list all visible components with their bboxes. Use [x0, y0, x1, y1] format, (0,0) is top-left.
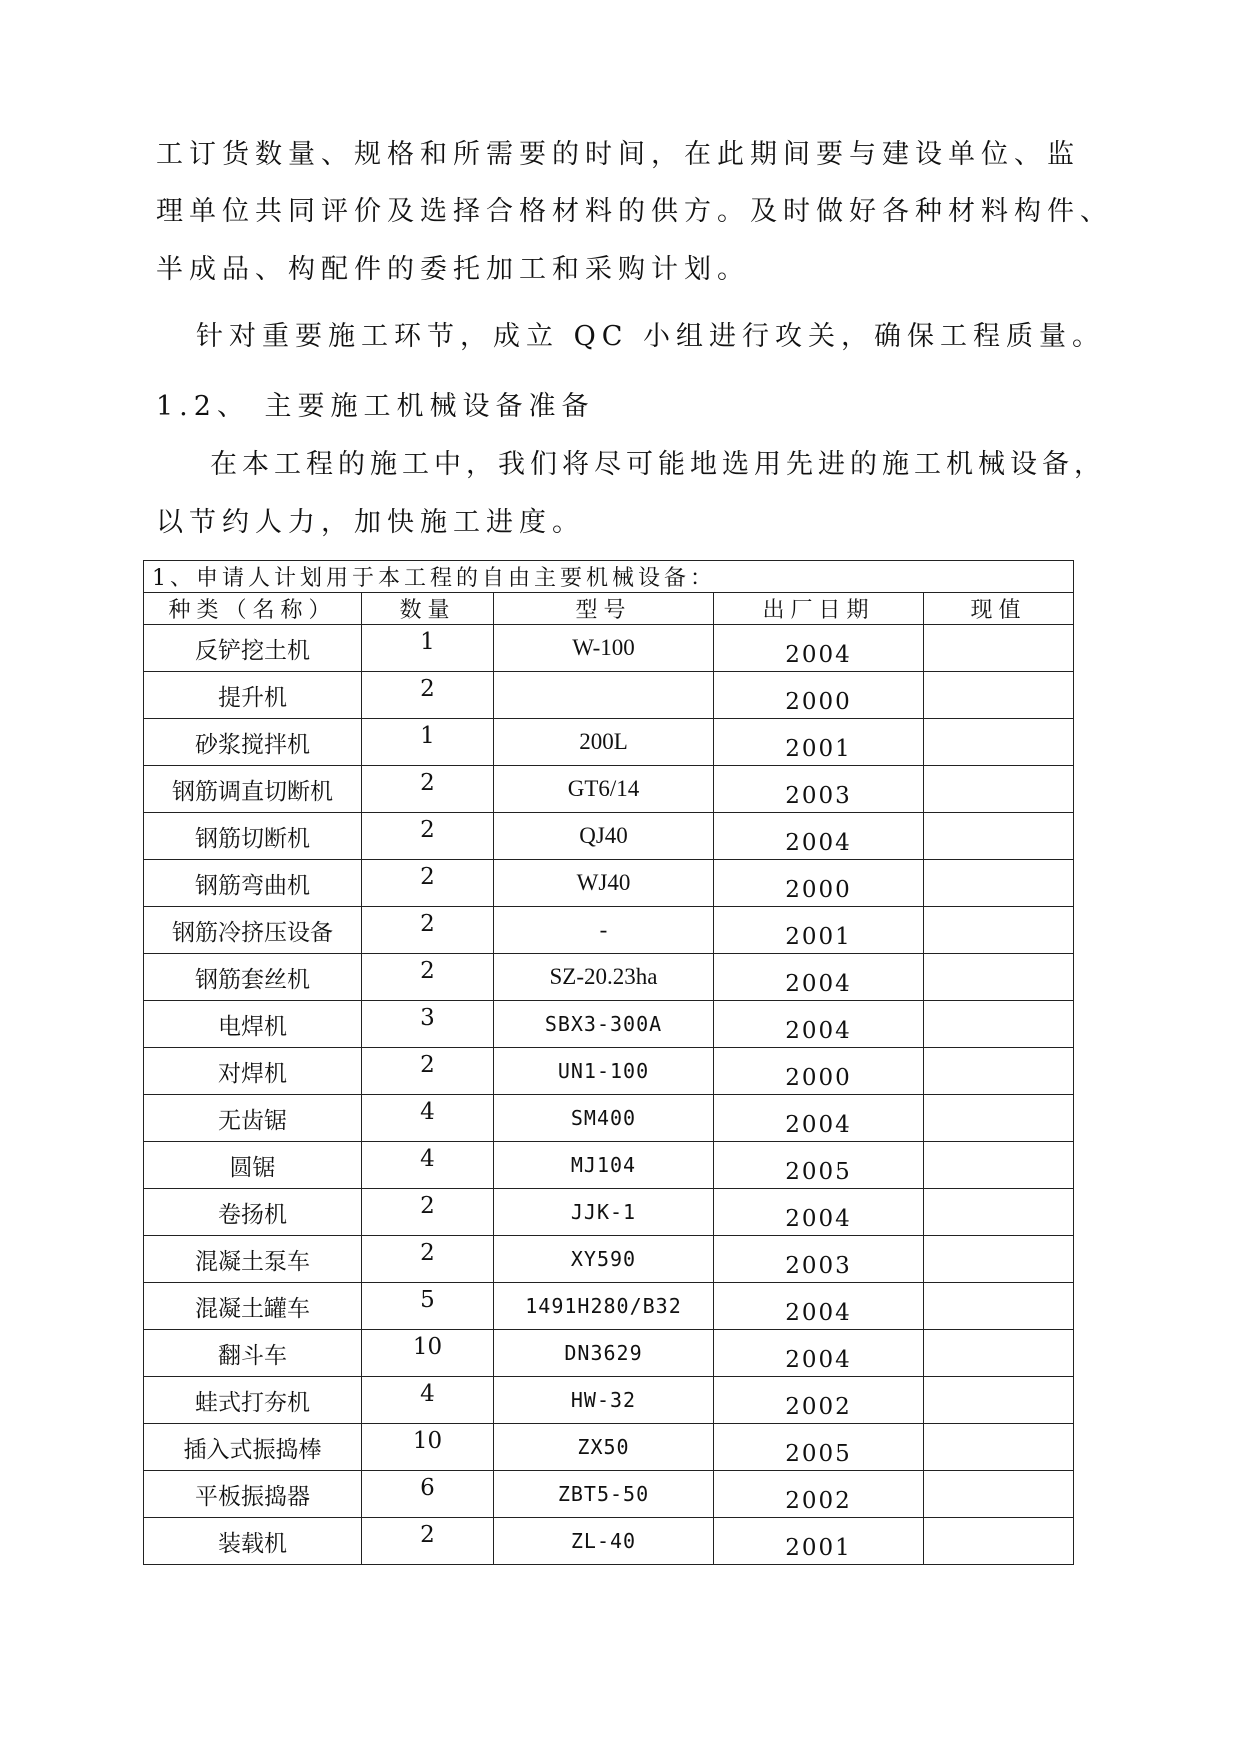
header-quantity: 数量 — [362, 593, 494, 625]
quantity-value: 2 — [420, 864, 435, 890]
quantity-cell — [362, 1095, 494, 1142]
equipment-name-cell: 平板振捣器 — [144, 1471, 362, 1518]
manufacture-date-value: 2003 — [785, 783, 852, 809]
body-paragraph-line: 以节约人力，加快施工进度。 — [156, 507, 585, 538]
manufacture-date-cell — [714, 1236, 924, 1283]
body-paragraph-line: 理单位共同评价及选择合格材料的供方。及时做好各种材料构件、 — [156, 196, 1113, 227]
manufacture-date-cell — [714, 1001, 924, 1048]
quantity-cell — [362, 719, 494, 766]
manufacture-date-cell — [714, 954, 924, 1001]
manufacture-date-value: 2000 — [785, 689, 852, 715]
equipment-name-cell: 钢筋冷挤压设备 — [144, 907, 362, 954]
equipment-name-cell: 对焊机 — [144, 1048, 362, 1095]
current-value-cell — [924, 1330, 1074, 1377]
model-cell: XY590 — [494, 1236, 714, 1283]
model-cell: QJ40 — [494, 813, 714, 860]
equipment-name-cell: 砂浆搅拌机 — [144, 719, 362, 766]
quantity-value: 1 — [420, 723, 435, 749]
current-value-cell — [924, 1283, 1074, 1330]
equipment-name-cell: 卷扬机 — [144, 1189, 362, 1236]
model-cell: JJK-1 — [494, 1189, 714, 1236]
quantity-cell — [362, 1424, 494, 1471]
model-cell — [494, 672, 714, 719]
current-value-cell — [924, 813, 1074, 860]
equipment-name-cell: 圆锯 — [144, 1142, 362, 1189]
model-cell: 1491H280/B32 — [494, 1283, 714, 1330]
equipment-name-cell: 蛙式打夯机 — [144, 1377, 362, 1424]
current-value-cell — [924, 954, 1074, 1001]
table-row — [144, 1471, 1074, 1518]
manufacture-date-cell — [714, 1283, 924, 1330]
manufacture-date-cell — [714, 1330, 924, 1377]
quantity-cell — [362, 813, 494, 860]
quantity-value: 2 — [420, 676, 435, 702]
table-row — [144, 1330, 1074, 1377]
manufacture-date-value: 2004 — [785, 1206, 852, 1232]
quantity-value: 6 — [420, 1475, 435, 1501]
current-value-cell — [924, 1189, 1074, 1236]
body-paragraph-line: 半成品、构配件的委托加工和采购计划。 — [156, 254, 750, 285]
table-caption-row — [144, 561, 1074, 593]
quantity-cell — [362, 1236, 494, 1283]
manufacture-date-cell — [714, 1424, 924, 1471]
manufacture-date-value: 2004 — [785, 830, 852, 856]
header-name: 种类（名称） — [144, 593, 362, 625]
quantity-value: 1 — [420, 629, 435, 655]
table-row — [144, 1236, 1074, 1283]
quantity-value: 2 — [420, 1193, 435, 1219]
quantity-value: 2 — [420, 1052, 435, 1078]
table-row — [144, 1377, 1074, 1424]
model-cell: HW-32 — [494, 1377, 714, 1424]
table-row — [144, 1095, 1074, 1142]
model-cell: SZ-20.23ha — [494, 954, 714, 1001]
equipment-name-cell: 电焊机 — [144, 1001, 362, 1048]
body-paragraph-line: 工订货数量、规格和所需要的时间，在此期间要与建设单位、监 — [156, 139, 1080, 170]
manufacture-date-value: 2000 — [785, 877, 852, 903]
manufacture-date-cell — [714, 766, 924, 813]
current-value-cell — [924, 1048, 1074, 1095]
header-model: 型号 — [494, 593, 714, 625]
quantity-value: 4 — [420, 1099, 435, 1125]
table-header-row — [144, 593, 1074, 625]
qc-paragraph: 针对重要施工环节，成立 QC 小组进行攻关，确保工程质量。 — [196, 321, 1105, 352]
manufacture-date-value: 2003 — [785, 1253, 852, 1279]
manufacture-date-value: 2000 — [785, 1065, 852, 1091]
manufacture-date-cell — [714, 625, 924, 672]
equipment-name-cell: 无齿锯 — [144, 1095, 362, 1142]
manufacture-date-cell — [714, 1095, 924, 1142]
manufacture-date-cell — [714, 1518, 924, 1565]
equipment-name-cell: 提升机 — [144, 672, 362, 719]
quantity-cell — [362, 672, 494, 719]
model-cell: ZX50 — [494, 1424, 714, 1471]
manufacture-date-value: 2004 — [785, 642, 852, 668]
manufacture-date-value: 2002 — [785, 1394, 852, 1420]
manufacture-date-value: 2004 — [785, 1112, 852, 1138]
equipment-table — [143, 560, 1074, 1565]
manufacture-date-value: 2004 — [785, 1347, 852, 1373]
manufacture-date-cell — [714, 860, 924, 907]
manufacture-date-value: 2005 — [785, 1441, 852, 1467]
quantity-cell — [362, 1001, 494, 1048]
quantity-cell — [362, 625, 494, 672]
manufacture-date-value: 2004 — [785, 1018, 852, 1044]
table-row — [144, 860, 1074, 907]
model-cell: SM400 — [494, 1095, 714, 1142]
quantity-value: 2 — [420, 1522, 435, 1548]
current-value-cell — [924, 766, 1074, 813]
equipment-name-cell: 翻斗车 — [144, 1330, 362, 1377]
current-value-cell — [924, 860, 1074, 907]
quantity-cell — [362, 1189, 494, 1236]
manufacture-date-cell — [714, 813, 924, 860]
quantity-cell — [362, 1471, 494, 1518]
equipment-name-cell: 混凝土罐车 — [144, 1283, 362, 1330]
quantity-value: 2 — [420, 911, 435, 937]
model-cell: GT6/14 — [494, 766, 714, 813]
table-row — [144, 813, 1074, 860]
model-cell: - — [494, 907, 714, 954]
manufacture-date-value: 2004 — [785, 971, 852, 997]
equipment-name-cell: 装载机 — [144, 1518, 362, 1565]
equipment-name-cell: 反铲挖土机 — [144, 625, 362, 672]
manufacture-date-cell — [714, 1377, 924, 1424]
equipment-name-cell: 钢筋弯曲机 — [144, 860, 362, 907]
quantity-value: 4 — [420, 1146, 435, 1172]
table-row — [144, 625, 1074, 672]
quantity-cell — [362, 1048, 494, 1095]
table-row — [144, 1189, 1074, 1236]
manufacture-date-value: 2004 — [785, 1300, 852, 1326]
equipment-name-cell: 钢筋调直切断机 — [144, 766, 362, 813]
model-cell: MJ104 — [494, 1142, 714, 1189]
table-row — [144, 1048, 1074, 1095]
current-value-cell — [924, 1236, 1074, 1283]
quantity-cell — [362, 860, 494, 907]
model-cell: SBX3-300A — [494, 1001, 714, 1048]
header-value: 现值 — [924, 593, 1074, 625]
current-value-cell — [924, 625, 1074, 672]
quantity-cell — [362, 907, 494, 954]
table-row — [144, 1142, 1074, 1189]
quantity-value: 2 — [420, 958, 435, 984]
manufacture-date-value: 2005 — [785, 1159, 852, 1185]
table-row — [144, 1424, 1074, 1471]
model-cell: DN3629 — [494, 1330, 714, 1377]
quantity-value: 10 — [412, 1334, 443, 1360]
current-value-cell — [924, 1095, 1074, 1142]
quantity-value: 10 — [412, 1428, 443, 1454]
current-value-cell — [924, 672, 1074, 719]
body-paragraph-line: 在本工程的施工中，我们将尽可能地选用先进的施工机械设备， — [210, 449, 1106, 480]
manufacture-date-value: 2001 — [785, 924, 852, 950]
current-value-cell — [924, 1142, 1074, 1189]
quantity-cell — [362, 1283, 494, 1330]
manufacture-date-cell — [714, 719, 924, 766]
manufacture-date-cell — [714, 1048, 924, 1095]
equipment-name-cell: 混凝土泵车 — [144, 1236, 362, 1283]
quantity-cell — [362, 1518, 494, 1565]
manufacture-date-cell — [714, 1189, 924, 1236]
table-row — [144, 954, 1074, 1001]
quantity-cell — [362, 1330, 494, 1377]
current-value-cell — [924, 907, 1074, 954]
manufacture-date-value: 2001 — [785, 1535, 852, 1561]
manufacture-date-cell — [714, 1471, 924, 1518]
current-value-cell — [924, 1471, 1074, 1518]
equipment-name-cell: 钢筋套丝机 — [144, 954, 362, 1001]
model-cell: WJ40 — [494, 860, 714, 907]
section-heading: 1.2、 主要施工机械设备准备 — [156, 391, 595, 422]
table-row — [144, 1283, 1074, 1330]
table-row — [144, 766, 1074, 813]
table-row — [144, 1001, 1074, 1048]
manufacture-date-cell — [714, 672, 924, 719]
header-date: 出厂日期 — [714, 593, 924, 625]
equipment-name-cell: 插入式振捣棒 — [144, 1424, 362, 1471]
equipment-name-cell: 钢筋切断机 — [144, 813, 362, 860]
table-row — [144, 719, 1074, 766]
current-value-cell — [924, 1377, 1074, 1424]
model-cell: UN1-100 — [494, 1048, 714, 1095]
quantity-value: 3 — [420, 1005, 435, 1031]
quantity-cell — [362, 766, 494, 813]
manufacture-date-value: 2001 — [785, 736, 852, 762]
model-cell: ZL-40 — [494, 1518, 714, 1565]
quantity-cell — [362, 1142, 494, 1189]
quantity-value: 2 — [420, 817, 435, 843]
quantity-value: 5 — [420, 1287, 435, 1313]
current-value-cell — [924, 1001, 1074, 1048]
manufacture-date-cell — [714, 1142, 924, 1189]
manufacture-date-value: 2002 — [785, 1488, 852, 1514]
table-row — [144, 1518, 1074, 1565]
current-value-cell — [924, 1518, 1074, 1565]
table-caption: 1、申请人计划用于本工程的自由主要机械设备： — [144, 561, 1074, 593]
current-value-cell — [924, 719, 1074, 766]
table-row — [144, 672, 1074, 719]
quantity-value: 2 — [420, 770, 435, 796]
table-row — [144, 907, 1074, 954]
quantity-cell — [362, 1377, 494, 1424]
manufacture-date-cell — [714, 907, 924, 954]
model-cell: W-100 — [494, 625, 714, 672]
quantity-value: 2 — [420, 1240, 435, 1266]
model-cell: ZBT5-50 — [494, 1471, 714, 1518]
quantity-cell — [362, 954, 494, 1001]
quantity-value: 4 — [420, 1381, 435, 1407]
model-cell: 200L — [494, 719, 714, 766]
current-value-cell — [924, 1424, 1074, 1471]
